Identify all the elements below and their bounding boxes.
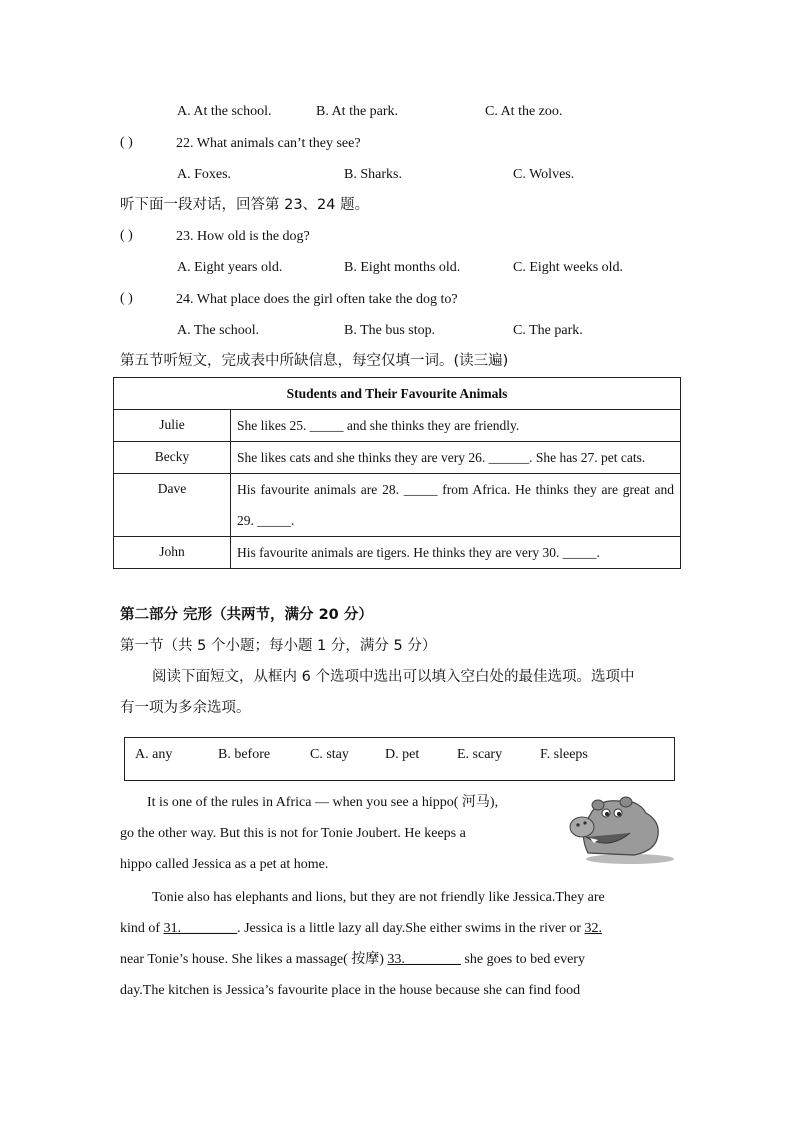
q23-option-a: A. Eight years old.	[177, 260, 283, 275]
q24-option-c: C. The park.	[513, 323, 583, 338]
row-name: Julie	[114, 410, 231, 442]
option-b: B. before	[218, 747, 271, 762]
q22-stem: 22. What animals can’t they see?	[176, 136, 361, 151]
q23-option-b: B. Eight months old.	[344, 260, 461, 275]
row-text: His favourite animals are 28. _____ from Africa. He thinks they are great and 29. _____.	[231, 474, 681, 537]
q22-option-a: A. Foxes.	[177, 167, 232, 182]
blank-32[interactable]: 32.	[584, 921, 603, 936]
passage-p2-line1: Tonie also has elephants and lions, but they are not friendly like Jessica.They are	[152, 890, 605, 905]
passage-p1-line2: go the other way. But this is not for Tonie Joubert. He keeps a	[120, 826, 466, 841]
table-title: Students and Their Favourite Animals	[114, 378, 681, 410]
q23-stem: 23. How old is the dog?	[176, 229, 310, 244]
p2-line2-start: kind of	[120, 921, 164, 936]
option-c: C. stay	[310, 747, 349, 762]
row-name: Dave	[114, 474, 231, 537]
q21-option-a: A. At the school.	[177, 104, 272, 119]
passage-p2-line2	[120, 913, 673, 944]
q21-option-b: B. At the park.	[316, 104, 399, 119]
row-text: His favourite animals are tigers. He thinks they are very 30. _____.	[231, 537, 681, 569]
option-d: D. pet	[385, 747, 420, 762]
option-f: F. sleeps	[540, 747, 588, 762]
passage-p2-line4: day.The kitchen is Jessica’s favourite place in the house because she can find food	[120, 983, 581, 998]
q24-option-a: A. The school.	[177, 323, 260, 338]
cloze-instruction-line1: 阅读下面短文，从框内 6 个选项中选出可以填入空白处的最佳选项。选项中	[152, 669, 635, 685]
p2-line3-start: near Tonie’s house. She likes a massage( 按摩)	[120, 952, 388, 967]
passage-p2-line3	[120, 944, 673, 975]
q24-option-b: B. The bus stop.	[344, 323, 436, 338]
option-box	[124, 737, 675, 781]
info-table	[113, 377, 681, 569]
row-text: She likes cats and she thinks they are very 26. ______. She has 27. pet cats.	[231, 442, 681, 474]
blank-33[interactable]: 33.________	[387, 952, 461, 967]
q22-option-b: B. Sharks.	[344, 167, 402, 182]
p2-line3-end: she goes to bed every	[460, 952, 585, 967]
row-text: She likes 25. _____ and she thinks they are friendly.	[231, 410, 681, 442]
q22-answer-blank[interactable]: ( )	[120, 135, 133, 150]
table-row	[114, 537, 681, 569]
q23-answer-blank[interactable]: ( )	[120, 228, 133, 243]
q23-option-c: C. Eight weeks old.	[513, 260, 624, 275]
table-row	[114, 474, 681, 537]
option-e: E. scary	[457, 747, 503, 762]
section1-title: 第一节（共 5 个小题；每小题 1 分，满分 5 分）	[120, 638, 437, 654]
q24-stem: 24. What place does the girl often take the dog to?	[176, 292, 458, 307]
dialog-instruction: 听下面一段对话，回答第 23、24 题。	[120, 197, 370, 213]
passage-p1-line3: hippo called Jessica as a pet at home.	[120, 857, 329, 872]
section5-instruction: 第五节听短文，完成表中所缺信息，每空仅填一词。(读三遍)	[120, 353, 509, 369]
table-row	[114, 410, 681, 442]
part2-title: 第二部分 完形（共两节，满分 20 分）	[120, 607, 373, 623]
row-name: Becky	[114, 442, 231, 474]
option-a: A. any	[135, 747, 173, 762]
q24-answer-blank[interactable]: ( )	[120, 291, 133, 306]
row-name: John	[114, 537, 231, 569]
q22-option-c: C. Wolves.	[513, 167, 575, 182]
cloze-instruction-line2: 有一项为多余选项。	[120, 700, 251, 716]
passage-p1-line1: It is one of the rules in Africa — when you see a hippo( 河马),	[147, 795, 499, 810]
hippo-cartoon-icon	[568, 793, 674, 865]
blank-31[interactable]: 31.________	[163, 921, 238, 936]
passage-paragraph-2	[120, 882, 673, 1006]
q21-option-c: C. At the zoo.	[485, 104, 563, 119]
p2-line2-mid: . Jessica is a little lazy all day.She either swims in the river or	[237, 921, 585, 936]
table-row	[114, 442, 681, 474]
